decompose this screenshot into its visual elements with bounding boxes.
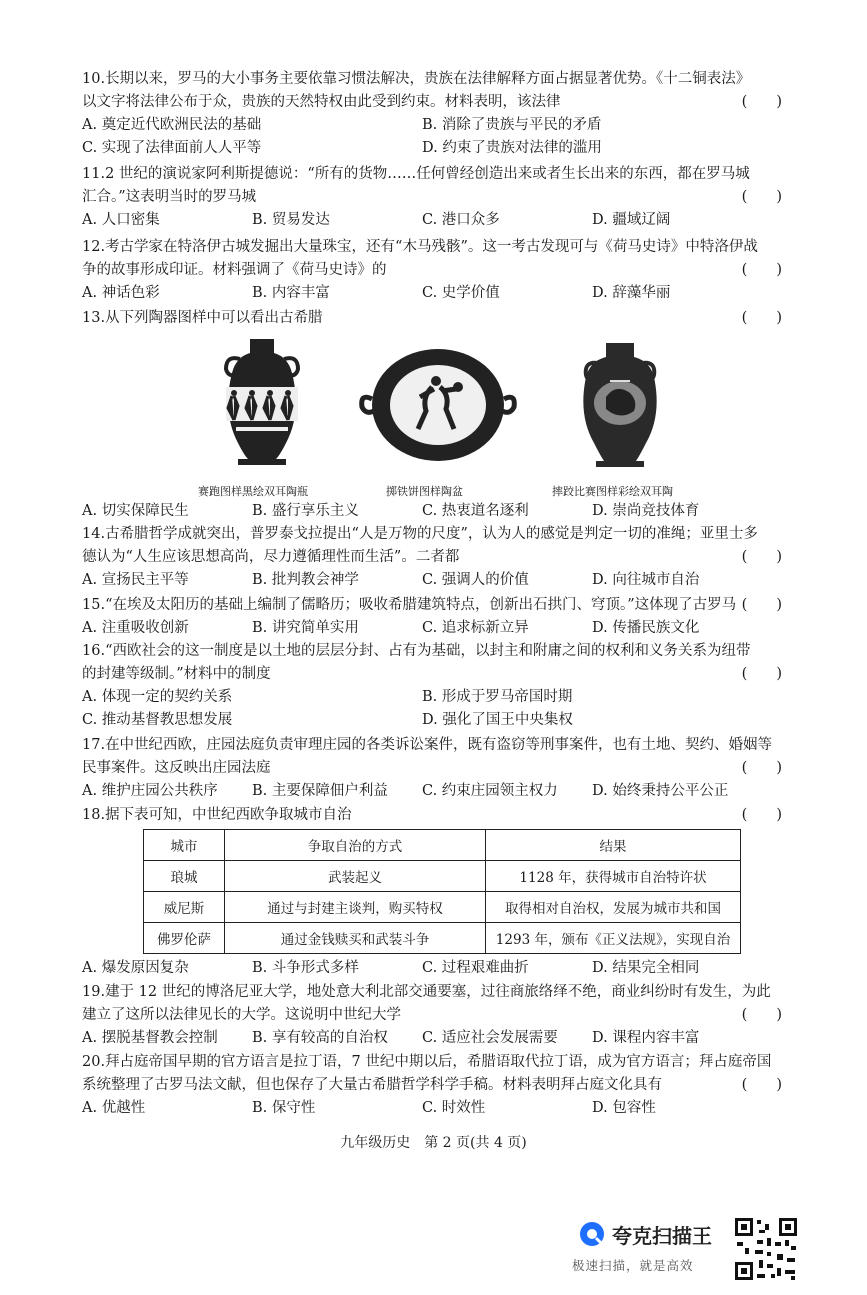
table-header: 争取自治的方式 [225,830,486,861]
question-12: 12.考古学家在特洛伊古城发掘出大量珠宝，还有“木马残骸”。这一考古发现可与《荷马史诗》中特洛伊战 争的故事形成印证。材料强调了《荷马史诗》的 ( ) A. 神话色彩 B. 内容丰富 C. 史学价值 D. 辞藻华丽 [82,239,782,301]
answer-blank: ( ) [741,597,782,613]
black-figure-amphora-image [212,335,312,475]
question-stem: 以文字将法律公布于众，贵族的天然特权由此受到约束。材料表明，该法律 [82,94,561,110]
question-20: 20.拜占庭帝国早期的官方语言是拉丁语，7 世纪中期以后，希腊语取代拉丁语，成为官方语言；拜占庭帝国 系统整理了古罗马法文献，但也保存了大量古希腊哲学科学手稿。材料表明拜占庭文化具有 ( ) A. 优越性 B. 保守性 C. 时效性 D. 包容性 [82,1054,782,1116]
question-16: 16.“西欧社会的这一制度是以土地的层层分封、占有为基础，以封主和附庸之间的权利和义务关系为纽带 的封建等级制。”材料中的制度 ( ) A. 体现一定的契约关系 B. 形成于罗马帝国时期 C. 推动基督教思想发展 D. 强化了国王中央集权 [82,643,782,728]
question-15: 15.“在埃及太阳历的基础上编制了儒略历；吸收希腊建筑特点，创新出石拱门、穹顶。”这体现了古罗马 ( ) A. 注重吸收创新 B. 讲究简单实用 C. 追求标新立异 D. 传播民族文化 [82,594,782,640]
table-header: 城市 [144,830,225,861]
answer-blank: ( ) [741,310,782,326]
wrestling-amphora-image [570,341,670,475]
city-autonomy-table [143,829,741,954]
question-13: 13.从下列陶器图样中可以看出古希腊 ( ) [82,307,782,330]
question-18-options: A. 爆发原因复杂 B. 斗争形式多样 C. 过程艰难曲折 D. 结果完全相同 [82,960,700,976]
watermark-slogan: 极速扫描，就是高效 [572,1258,694,1273]
option-a: A. 奠定近代欧洲民法的基础 [82,117,262,133]
table-row: 威尼斯 通过与封建主谈判，购买特权 取得相对自治权，发展为城市共和国 [144,892,741,923]
question-10 [82,68,782,160]
answer-blank: ( ) [741,262,782,278]
answer-blank: ( ) [741,549,782,565]
answer-blank: ( ) [741,94,782,110]
question-stem: 长期以来，罗马的大小事务主要依靠习惯法解决，贵族在法律解释方面占据显著优势。《十二铜表法》 [105,71,751,87]
pottery-figures [150,335,750,500]
figure-caption: 摔跤比赛图样彩绘双耳陶 [552,485,673,498]
page-footer: 九年级历史 第 2 页(共 4 页) [340,1135,527,1151]
discus-thrower-kylix-image [358,347,518,467]
watermark-title: 夸克扫描王 [612,1224,712,1248]
question-11: 11.2 世纪的演说家阿利斯提德说：“所有的货物……任何曾经创造出来或者生长出来的东西，都在罗马城 汇合。”这表明当时的罗马城 ( ) A. 人口密集 B. 贸易发达 C. 港口众多 D. 疆域辽阔 [82,166,782,228]
question-19: 19.建于 12 世纪的博洛尼亚大学，地处意大利北部交通要塞，过往商旅络绎不绝，商业纠纷时有发生，为此 建立了这所以法律见长的大学。这说明中世纪大学 ( ) A. 摆脱基督教会控制 B. 享有较高的自治权 C. 适应社会发展需要 D. 课程内容丰富 [82,984,782,1046]
figure-caption: 赛跑图样黑绘双耳陶瓶 [198,485,308,498]
table-header: 结果 [486,830,741,861]
question-13-options: A. 切实保障民生 B. 盛行享乐主义 C. 热衷道名逐利 D. 崇尚竞技体育 [82,503,700,519]
question-17: 17.在中世纪西欧，庄园法庭负责审理庄园的各类诉讼案件，既有盗窃等刑事案件，也有土地、契约、婚姻等 民事案件。这反映出庄园法庭 ( ) A. 维护庄园公共秩序 B. 主要保障佃户利益 C. 约束庄园领主权力 D. 始终秉持公平公正 [82,737,782,799]
answer-blank: ( ) [741,760,782,776]
quark-logo-icon [578,1220,606,1248]
answer-blank: ( ) [741,666,782,682]
figure-caption: 掷铁饼图样陶盆 [386,485,463,498]
question-18: 18.据下表可知，中世纪西欧争取城市自治 ( ) [82,804,782,827]
table-row: 佛罗伦萨 通过金钱赎买和武装斗争 1293 年，颁布《正义法规》，实现自治 [144,923,741,954]
answer-blank: ( ) [741,1077,782,1093]
table-header-row [144,830,741,861]
option-d: D. 约束了贵族对法律的滥用 [422,140,602,156]
answer-blank: ( ) [741,807,782,823]
qr-code-icon [733,1216,799,1282]
answer-blank: ( ) [741,1007,782,1023]
option-c: C. 实现了法律面前人人平等 [82,140,262,156]
option-b: B. 消除了贵族与平民的矛盾 [422,117,602,133]
answer-blank: ( ) [741,189,782,205]
question-14: 14.古希腊哲学成就突出，普罗泰戈拉提出“人是万物的尺度”，认为人的感觉是判定一切的准绳；亚里士多 德认为“人生应该思想高尚，尽力遵循理性而生活”。二者都 ( ) A. 宣扬民主平等 B. 批判教会神学 C. 强调人的价值 D. 向往城市自治 [82,526,782,588]
table-row: 琅城 武装起义 1128 年，获得城市自治特许状 [144,861,741,892]
question-number: 10. [82,71,106,87]
